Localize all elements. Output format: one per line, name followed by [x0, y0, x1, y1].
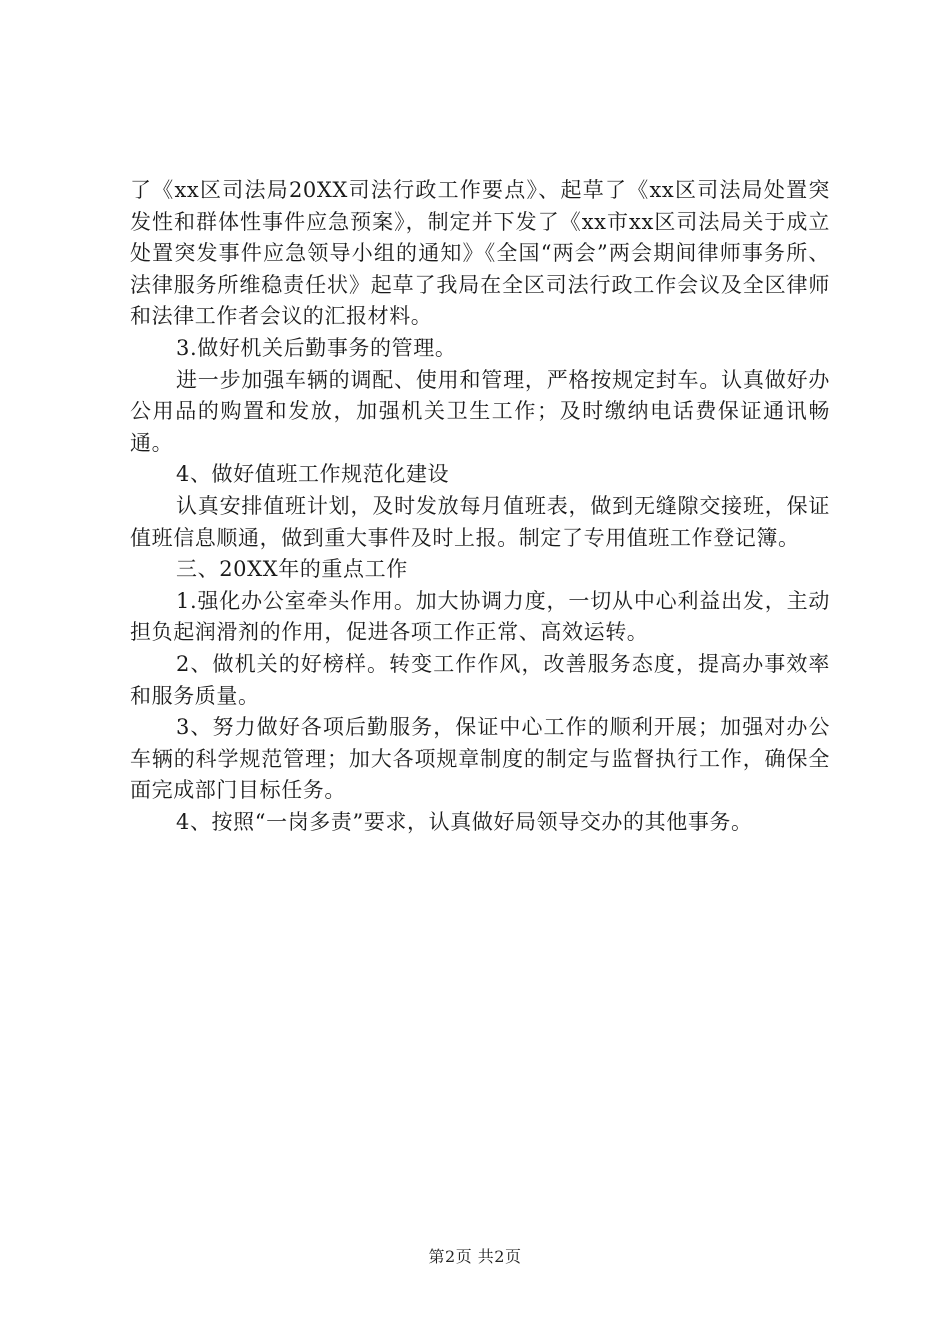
paragraph-1: 了《xx区司法局20XX司法行政工作要点》、起草了《xx区司法局处置突发性和群体性事件应急预案》，制定并下发了《xx市xx区司法局关于成立处置突发事件应急领导小组的通知》《全国“两会”两会期间律师事务所、法律服务所维稳责任状》起草了我局在全区司法行政工作会议及全区律师和法律工作者会议的汇报材料。: [130, 178, 830, 329]
paragraph-8: 2、做机关的好榜样。转变工作作风，改善服务态度，提高办事效率和服务质量。: [130, 651, 830, 708]
paragraph-10: 4、按照“一岗多责”要求，认真做好局领导交办的其他事务。: [176, 809, 753, 834]
paragraph-3: 进一步加强车辆的调配、使用和管理，严格按规定封车。认真做好办公用品的购置和发放，加强机关卫生工作；及时缴纳电话费保证通讯畅通。: [130, 367, 830, 455]
paragraph-7: 1.强化办公室牵头作用。加大协调力度，一切从中心利益出发，主动担负起润滑剂的作用，促进各项工作正常、高效运转。: [130, 588, 830, 645]
document-body: [130, 175, 830, 838]
section-heading: 三、20XX年的重点工作: [176, 557, 408, 582]
paragraph-2: 3.做好机关后勤事务的管理。: [176, 335, 457, 360]
paragraph-9: 3、努力做好各项后勤服务，保证中心工作的顺利开展；加强对办公车辆的科学规范管理；加大各项规章制度的制定与监督执行工作，确保全面完成部门目标任务。: [130, 715, 830, 803]
paragraph-5: 认真安排值班计划，及时发放每月值班表，做到无缝隙交接班，保证值班信息顺通，做到重大事件及时上报。制定了专用值班工作登记簿。: [130, 493, 830, 550]
page-footer: 第2页 共2页: [428, 1247, 522, 1266]
paragraph-4: 4、做好值班工作规范化建设: [176, 462, 450, 487]
